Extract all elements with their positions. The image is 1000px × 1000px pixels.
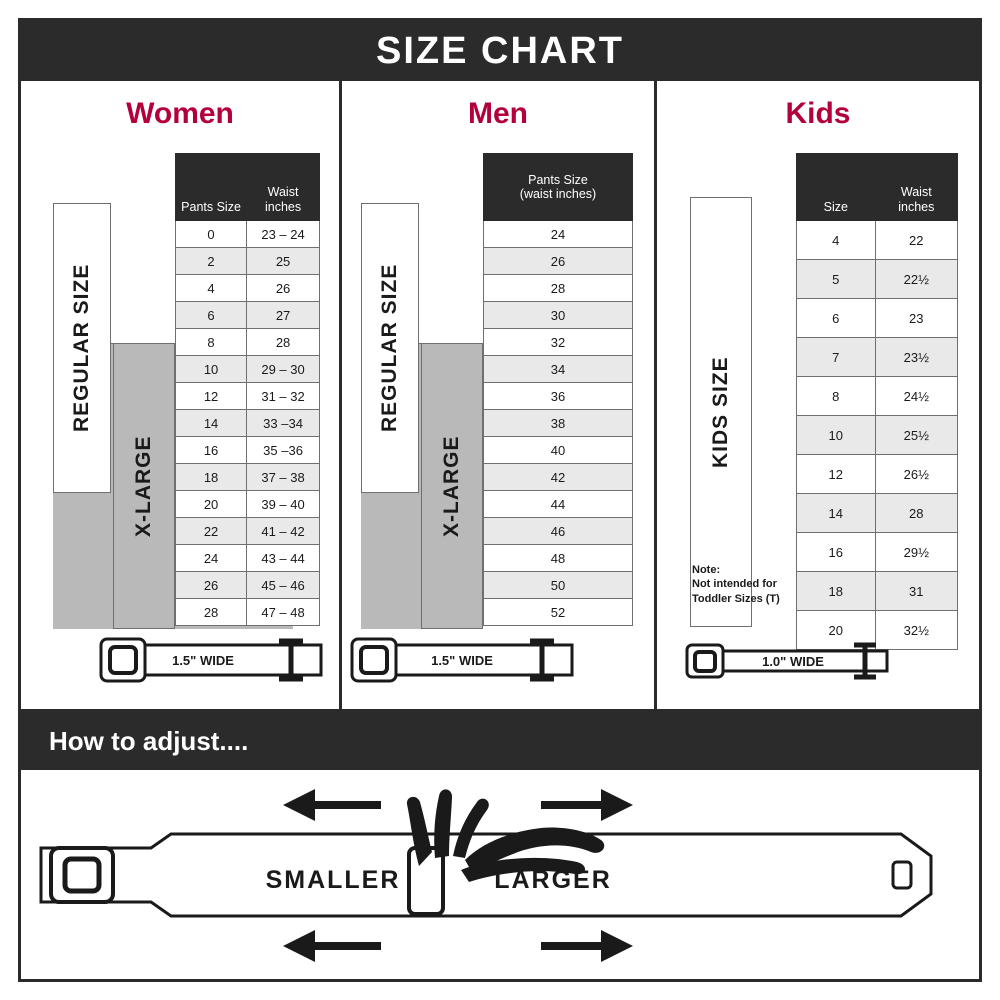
belt-tail-hole bbox=[893, 862, 911, 888]
cell-waist: 32½ bbox=[875, 611, 957, 650]
table-row bbox=[176, 248, 320, 275]
men-table-body bbox=[484, 221, 633, 626]
cell-waist: 35 –36 bbox=[247, 437, 320, 464]
cell-size: 26 bbox=[484, 248, 633, 275]
cell-waist: 26 bbox=[247, 275, 320, 302]
cell-waist: 47 – 48 bbox=[247, 599, 320, 626]
table-row bbox=[484, 491, 633, 518]
table-row bbox=[484, 572, 633, 599]
table-row bbox=[484, 248, 633, 275]
kids-note-line2: Not intended for bbox=[692, 578, 777, 591]
cell-size: 20 bbox=[797, 611, 876, 650]
smaller-label: SMALLER bbox=[265, 866, 401, 894]
table-row bbox=[484, 383, 633, 410]
cell-waist: 26½ bbox=[875, 455, 957, 494]
table-row bbox=[484, 329, 633, 356]
column-women bbox=[21, 81, 339, 709]
cell-size: 18 bbox=[176, 464, 247, 491]
table-row bbox=[797, 572, 958, 611]
cell-waist: 31 bbox=[875, 572, 957, 611]
cell-size: 10 bbox=[176, 356, 247, 383]
men-belt-width-label: 1.5" WIDE bbox=[431, 653, 493, 668]
kids-table-body bbox=[797, 221, 958, 650]
cell-waist: 29 – 30 bbox=[247, 356, 320, 383]
cell-size: 14 bbox=[797, 494, 876, 533]
table-row bbox=[176, 302, 320, 329]
table-row bbox=[176, 275, 320, 302]
table-row bbox=[797, 533, 958, 572]
cell-waist: 25½ bbox=[875, 416, 957, 455]
table-row bbox=[484, 356, 633, 383]
arrow-right-top bbox=[541, 789, 633, 821]
table-row bbox=[797, 260, 958, 299]
cell-size: 6 bbox=[176, 302, 247, 329]
column-men bbox=[339, 81, 657, 709]
kids-belt-svg bbox=[657, 625, 979, 695]
cell-size: 42 bbox=[484, 464, 633, 491]
cell-size: 20 bbox=[176, 491, 247, 518]
cell-waist: 22 bbox=[875, 221, 957, 260]
column-kids bbox=[657, 81, 979, 709]
kids-col-header-waist: Waist inches bbox=[875, 154, 957, 221]
cell-size: 24 bbox=[176, 545, 247, 572]
women-xlarge-text: X-LARGE bbox=[132, 435, 155, 537]
buckle-inner bbox=[65, 859, 99, 891]
men-heading: Men bbox=[468, 97, 528, 130]
cell-size: 22 bbox=[176, 518, 247, 545]
arrow-left-top bbox=[283, 789, 381, 821]
cell-waist: 23½ bbox=[875, 338, 957, 377]
table-row bbox=[176, 329, 320, 356]
table-row bbox=[484, 221, 633, 248]
cell-size: 32 bbox=[484, 329, 633, 356]
cell-size: 52 bbox=[484, 599, 633, 626]
table-row bbox=[484, 518, 633, 545]
howto-bar bbox=[21, 709, 979, 770]
kids-col-header-size: Size bbox=[797, 154, 876, 221]
cell-size: 36 bbox=[484, 383, 633, 410]
cell-waist: 22½ bbox=[875, 260, 957, 299]
table-row bbox=[797, 416, 958, 455]
table-row bbox=[484, 464, 633, 491]
cell-size: 12 bbox=[176, 383, 247, 410]
men-size-table bbox=[483, 153, 633, 626]
cell-size: 4 bbox=[797, 221, 876, 260]
table-row bbox=[176, 545, 320, 572]
table-row bbox=[484, 545, 633, 572]
cell-waist: 23 – 24 bbox=[247, 221, 320, 248]
cell-waist: 31 – 32 bbox=[247, 383, 320, 410]
cell-size: 50 bbox=[484, 572, 633, 599]
women-col-header-pants-size: Pants Size bbox=[176, 154, 247, 221]
cell-waist: 41 – 42 bbox=[247, 518, 320, 545]
table-row bbox=[176, 221, 320, 248]
women-belt-width-label: 1.5" WIDE bbox=[172, 653, 234, 668]
cell-size: 28 bbox=[484, 275, 633, 302]
table-row bbox=[176, 518, 320, 545]
cell-size: 30 bbox=[484, 302, 633, 329]
howto-belt-diagram bbox=[21, 770, 979, 979]
table-row bbox=[176, 464, 320, 491]
cell-waist: 28 bbox=[875, 494, 957, 533]
cell-size: 8 bbox=[176, 329, 247, 356]
women-size-table bbox=[175, 153, 320, 626]
page-title: SIZE CHART bbox=[376, 29, 624, 72]
cell-size: 24 bbox=[484, 221, 633, 248]
table-row bbox=[797, 221, 958, 260]
men-belt-width-graphic bbox=[342, 625, 654, 695]
cell-waist: 23 bbox=[875, 299, 957, 338]
cell-waist: 29½ bbox=[875, 533, 957, 572]
cell-size: 48 bbox=[484, 545, 633, 572]
table-row bbox=[176, 437, 320, 464]
cell-size: 12 bbox=[797, 455, 876, 494]
larger-label: LARGER bbox=[494, 866, 612, 894]
cell-size: 10 bbox=[797, 416, 876, 455]
cell-size: 14 bbox=[176, 410, 247, 437]
table-row bbox=[484, 437, 633, 464]
cell-waist: 39 – 40 bbox=[247, 491, 320, 518]
cell-size: 46 bbox=[484, 518, 633, 545]
cell-size: 38 bbox=[484, 410, 633, 437]
table-row bbox=[797, 377, 958, 416]
women-regular-text: REGULAR SIZE bbox=[70, 263, 93, 433]
women-table-body bbox=[176, 221, 320, 626]
cell-size: 8 bbox=[797, 377, 876, 416]
table-row bbox=[176, 599, 320, 626]
cell-waist: 37 – 38 bbox=[247, 464, 320, 491]
cell-size: 34 bbox=[484, 356, 633, 383]
table-row bbox=[484, 302, 633, 329]
cell-waist: 25 bbox=[247, 248, 320, 275]
cell-size: 6 bbox=[797, 299, 876, 338]
women-heading: Women bbox=[126, 97, 234, 130]
cell-size: 16 bbox=[176, 437, 247, 464]
women-label-regular-size bbox=[53, 203, 111, 493]
cell-waist: 45 – 46 bbox=[247, 572, 320, 599]
table-row bbox=[797, 299, 958, 338]
men-belt-svg bbox=[342, 625, 660, 695]
men-xlarge-text: X-LARGE bbox=[440, 435, 463, 537]
howto-body bbox=[21, 770, 979, 979]
table-row bbox=[176, 491, 320, 518]
cell-size: 26 bbox=[176, 572, 247, 599]
arrow-left-bottom bbox=[283, 930, 381, 962]
cell-size: 16 bbox=[797, 533, 876, 572]
cell-waist: 33 –34 bbox=[247, 410, 320, 437]
women-label-xlarge bbox=[113, 343, 175, 629]
men-regular-text: REGULAR SIZE bbox=[378, 263, 401, 433]
chart-frame bbox=[18, 18, 982, 982]
kids-size-text: KIDS SIZE bbox=[709, 356, 732, 468]
kids-belt-width-label: 1.0" WIDE bbox=[762, 654, 824, 669]
table-row bbox=[176, 383, 320, 410]
table-row bbox=[176, 356, 320, 383]
cell-size: 0 bbox=[176, 221, 247, 248]
cell-size: 5 bbox=[797, 260, 876, 299]
women-col-header-waist: Waist inches bbox=[247, 154, 320, 221]
kids-size-table bbox=[796, 153, 958, 650]
men-label-regular-size bbox=[361, 203, 419, 493]
cell-size: 18 bbox=[797, 572, 876, 611]
howto-heading: How to adjust.... bbox=[49, 725, 249, 756]
cell-size: 2 bbox=[176, 248, 247, 275]
cell-size: 4 bbox=[176, 275, 247, 302]
table-row bbox=[484, 599, 633, 626]
table-row bbox=[484, 410, 633, 437]
table-row bbox=[797, 494, 958, 533]
cell-size: 28 bbox=[176, 599, 247, 626]
table-row bbox=[797, 338, 958, 377]
cell-size: 44 bbox=[484, 491, 633, 518]
cell-waist: 28 bbox=[247, 329, 320, 356]
men-label-xlarge bbox=[421, 343, 483, 629]
cell-waist: 43 – 44 bbox=[247, 545, 320, 572]
kids-table-wrap bbox=[668, 143, 968, 638]
table-row bbox=[176, 572, 320, 599]
table-row bbox=[484, 275, 633, 302]
cell-size: 7 bbox=[797, 338, 876, 377]
women-belt-svg bbox=[21, 625, 339, 695]
page-title-bar bbox=[21, 21, 979, 81]
kids-note-line3: Toddler Sizes (T) bbox=[692, 592, 780, 605]
kids-belt-width-graphic bbox=[657, 625, 979, 695]
table-row bbox=[797, 455, 958, 494]
cell-waist: 24½ bbox=[875, 377, 957, 416]
kids-note-line1: Note: bbox=[692, 564, 721, 576]
men-col-header-pants-size: Pants Size (waist inches) bbox=[484, 154, 633, 221]
women-table-wrap bbox=[35, 143, 325, 620]
kids-heading: Kids bbox=[785, 97, 851, 130]
cell-size: 40 bbox=[484, 437, 633, 464]
charts-container bbox=[21, 81, 979, 709]
women-belt-width-graphic bbox=[21, 625, 339, 695]
cell-waist: 27 bbox=[247, 302, 320, 329]
table-row bbox=[176, 410, 320, 437]
men-table-wrap bbox=[353, 143, 643, 620]
